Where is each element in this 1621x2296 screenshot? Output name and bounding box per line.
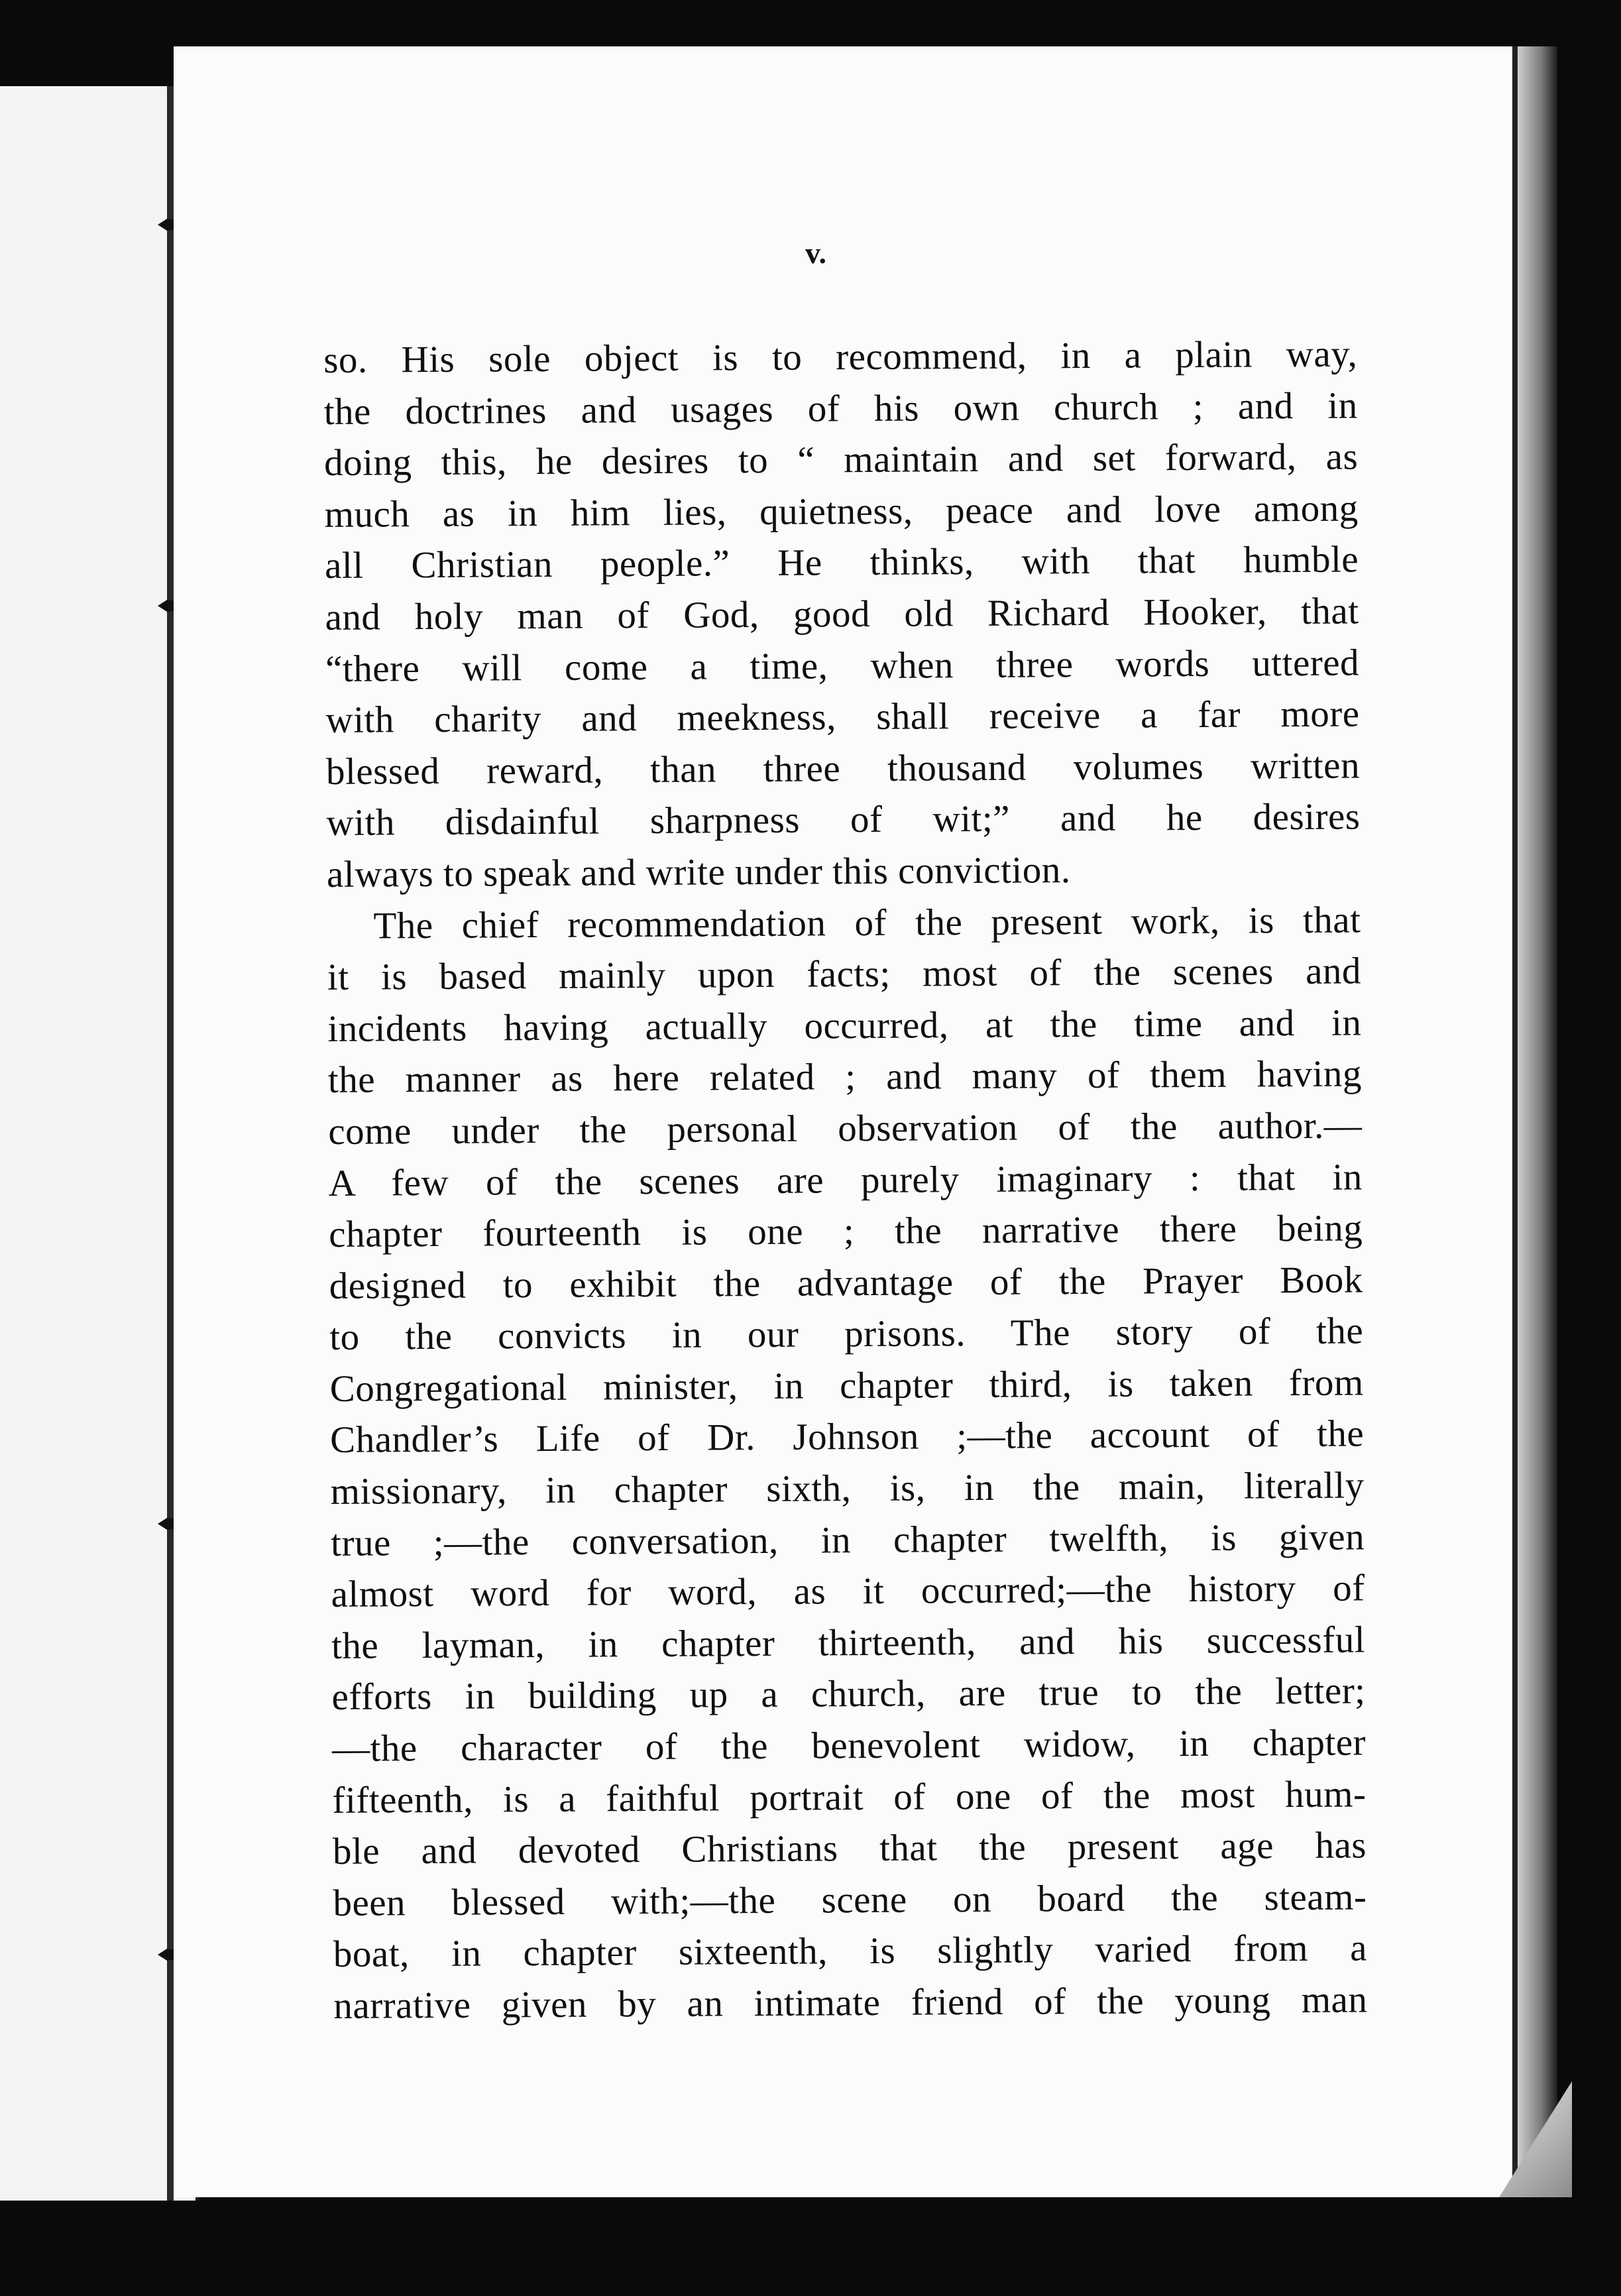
text-line: almost word for word, as it occurred;—the history of [331,1567,1365,1616]
page-number: v. [805,236,826,270]
text-line: the manner as here related ; and many of them having [327,1053,1363,1102]
text-line: and holy man of God, good old Richard Hooker, that [325,590,1359,638]
book-spine [167,86,174,2201]
text-line: doing this, he desires to “ maintain and set forward, as [323,435,1359,485]
text-line: all Christian people.” He thinks, with that humble [324,538,1359,587]
body-text [323,328,1368,2032]
text-line: efforts in building up a church, are true to the letter; [331,1670,1366,1719]
text-line: come under the personal observation of the author.— [328,1104,1363,1153]
text-line: the layman, in chapter thirteenth, and his successful [331,1619,1366,1667]
text-line: blessed reward, than three thousand volumes written [325,744,1361,793]
text-line: with charity and meekness, shall receive a far more [325,693,1360,742]
text-line: it is based mainly upon facts; most of the scenes and [327,950,1362,999]
text-line: Congregational minister, in chapter third, is taken from [329,1361,1364,1410]
text-line: chapter fourteenth is one ; the narrative there being [329,1207,1363,1256]
text-line: missionary, in chapter sixth, is, in the main, literally [330,1464,1365,1513]
text-line: much as in him lies, quietness, peace and love among [324,487,1359,536]
text-line: A few of the scenes are purely imaginary : that in [328,1155,1363,1204]
text-line: ble and devoted Christians that the present age has [332,1824,1367,1873]
text-line: incidents having actually occurred, at the time and in [327,1002,1362,1050]
text-line: narrative given by an intimate friend of the young man [333,1979,1368,2027]
text-line: to the convicts in our prisons. The story of the [329,1310,1364,1359]
text-line: with disdainful sharpness of wit;” and he desires [326,795,1361,844]
text-line: Chandler’s Life of Dr. Johnson ;—the account of the [329,1412,1365,1462]
page-stack-edge [1518,46,1557,2187]
text-line: fifteenth, is a faithful portrait of one of the most hum- [332,1773,1367,1821]
text-line: designed to exhibit the advantage of the Prayer Book [329,1259,1363,1307]
text-line: always to speak and write under this conviction. [326,849,1071,895]
text-line: been blessed with;—the scene on board the steam- [333,1876,1367,1924]
text-line: the doctrines and usages of his own church ; and in [323,384,1358,433]
text-line: so. His sole object is to recommend, in a plain way, [323,333,1358,381]
text-line: boat, in chapter sixteenth, is slightly varied from a [333,1927,1368,1976]
text-line: The chief recommendation of the present work, is that [373,898,1361,947]
text-line: true ;—the conversation, in chapter twelfth, is given [330,1516,1365,1564]
text-line: —the character of the benevolent widow, in chapter [331,1721,1367,1770]
text-line: “there will come a time, when three words uttered [325,642,1360,690]
